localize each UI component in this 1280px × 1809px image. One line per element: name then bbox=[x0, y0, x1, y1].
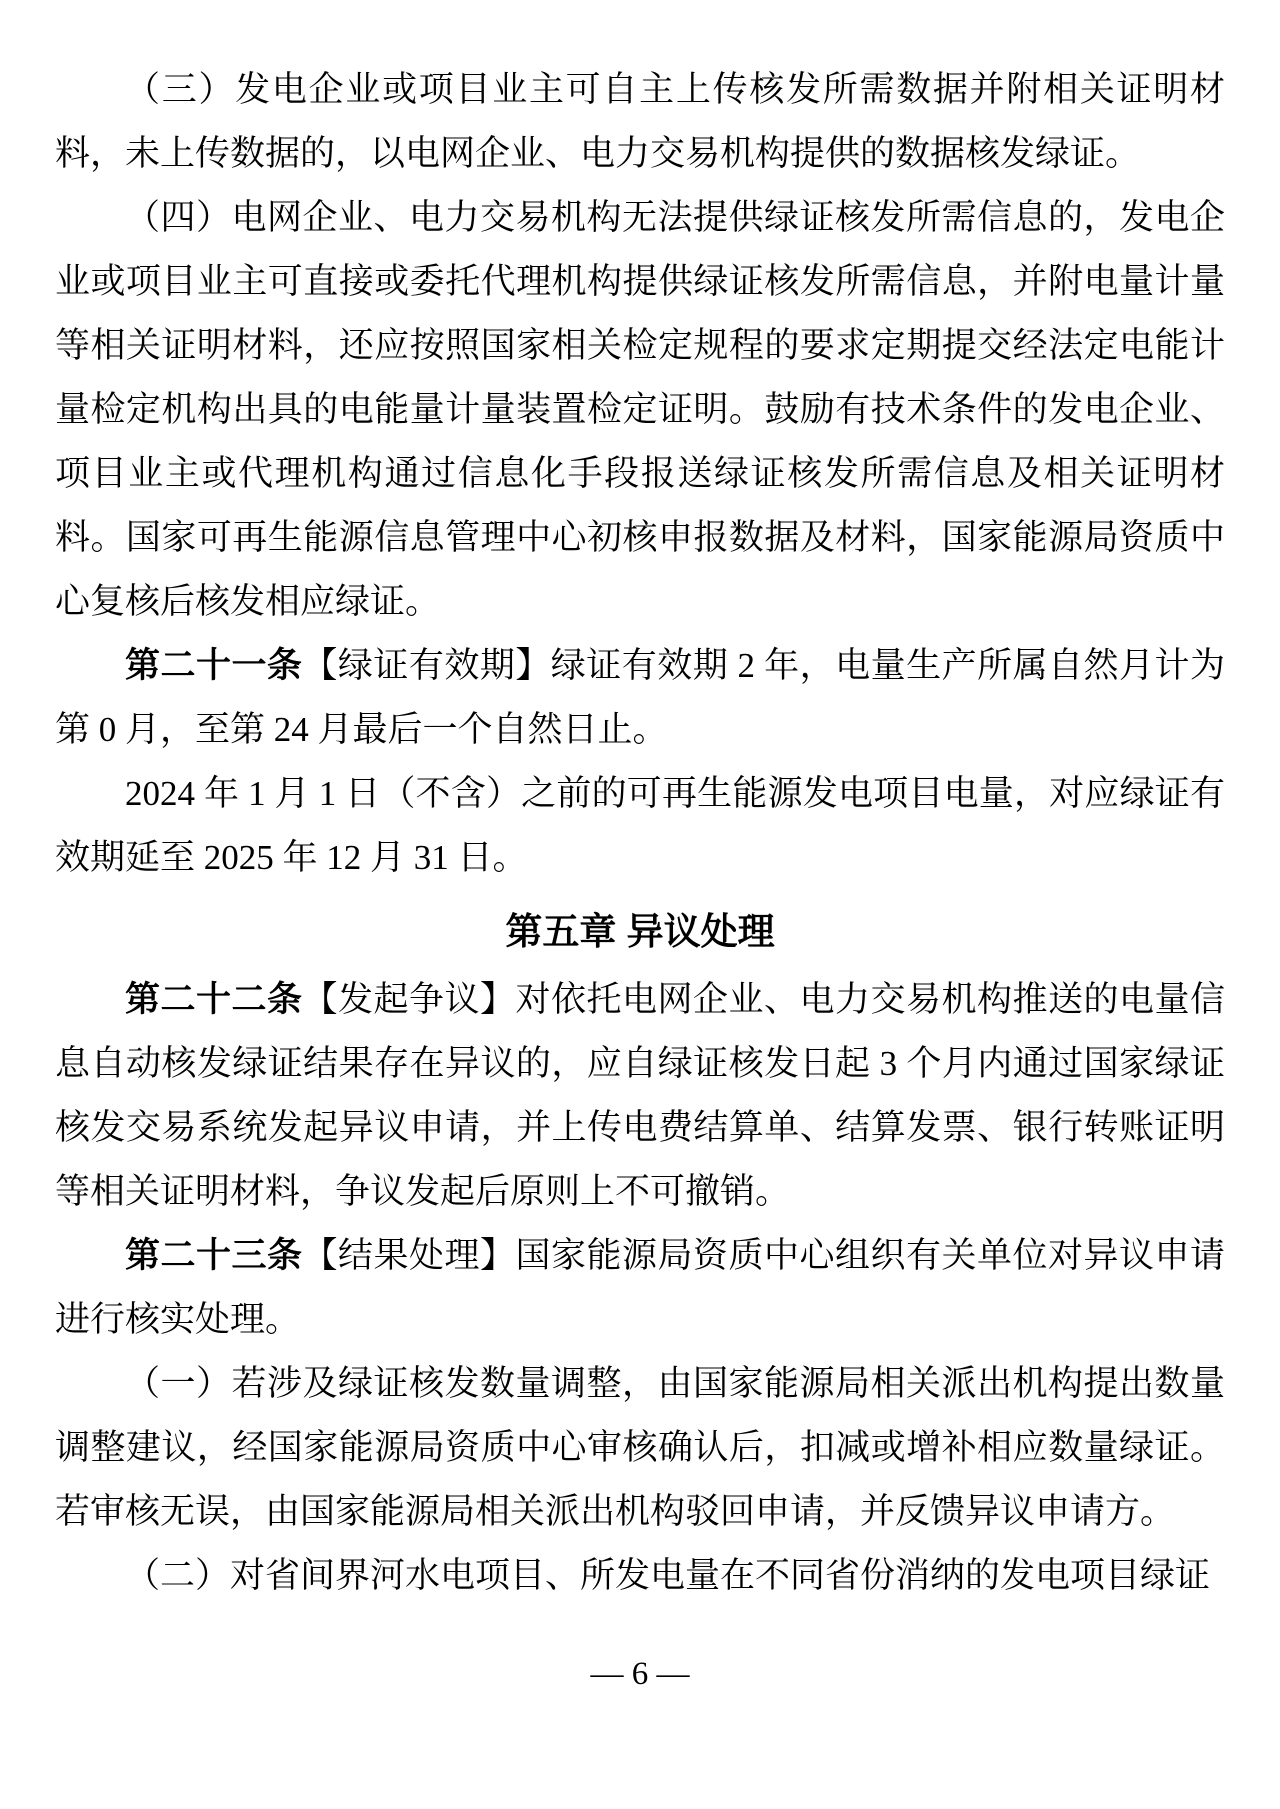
article-21-lead: 第二十一条 bbox=[125, 646, 303, 685]
paragraph-text: 【发起争议】对依托电网企业、电力交易机构推送的电量信息自动核发绿证结果存在异议的，应自绿证核发日起 3 个月内通过国家绿证核发交易系统发起异议申请，并上传电费结算单、结算发票、银行转账证明等相关证明材料，争议发起后原则上不可撤销。 bbox=[55, 980, 1225, 1211]
article-22-lead: 第二十二条 bbox=[125, 980, 303, 1019]
article-21-paragraph bbox=[55, 634, 1225, 762]
clause-3-paragraph bbox=[55, 58, 1225, 186]
article-22-paragraph bbox=[55, 968, 1225, 1224]
paragraph-text: （二）对省间界河水电项目、所发电量在不同省份消纳的发电项目绿证 bbox=[125, 1556, 1211, 1595]
item-2-paragraph bbox=[55, 1544, 1225, 1608]
page-number: — 6 — bbox=[590, 1656, 690, 1692]
chapter-5-heading: 第五章 异议处理 bbox=[505, 911, 775, 952]
document-body bbox=[55, 58, 1225, 1696]
paragraph-text: （三）发电企业或项目业主可自主上传核发所需数据并附相关证明材料，未上传数据的，以电网企业、电力交易机构提供的数据核发绿证。 bbox=[55, 70, 1225, 173]
paragraph-text: 2024 年 1 月 1 日（不含）之前的可再生能源发电项目电量，对应绿证有效期延至 2025 年 12 月 31 日。 bbox=[55, 774, 1225, 877]
clause-4-paragraph bbox=[55, 186, 1225, 634]
paragraph-text: （四）电网企业、电力交易机构无法提供绿证核发所需信息的，发电企业或项目业主可直接或委托代理机构提供绿证核发所需信息，并附电量计量等相关证明材料，还应按照国家相关检定规程的要求定期提交经法定电能计量检定机构出具的电能量计量装置检定证明。鼓励有技术条件的发电企业、项目业主或代理机构通过信息化手段报送绿证核发所需信息及相关证明材料。国家可再生能源信息管理中心初核申报数据及材料，国家能源局资质中心复核后核发相应绿证。 bbox=[55, 198, 1225, 621]
article-23-paragraph bbox=[55, 1224, 1225, 1352]
paragraph-text: 【绿证有效期】绿证有效期 2 年，电量生产所属自然月计为第 0 月，至第 24 月最后一个自然日止。 bbox=[55, 646, 1225, 749]
validity-extension-paragraph bbox=[55, 762, 1225, 890]
paragraph-text: 【结果处理】国家能源局资质中心组织有关单位对异议申请进行核实处理。 bbox=[55, 1236, 1225, 1339]
article-23-lead: 第二十三条 bbox=[125, 1236, 303, 1275]
paragraph-text: （一）若涉及绿证核发数量调整，由国家能源局相关派出机构提出数量调整建议，经国家能源局资质中心审核确认后，扣减或增补相应数量绿证。若审核无误，由国家能源局相关派出机构驳回申请，并反馈异议申请方。 bbox=[55, 1364, 1225, 1531]
item-1-paragraph bbox=[55, 1352, 1225, 1544]
